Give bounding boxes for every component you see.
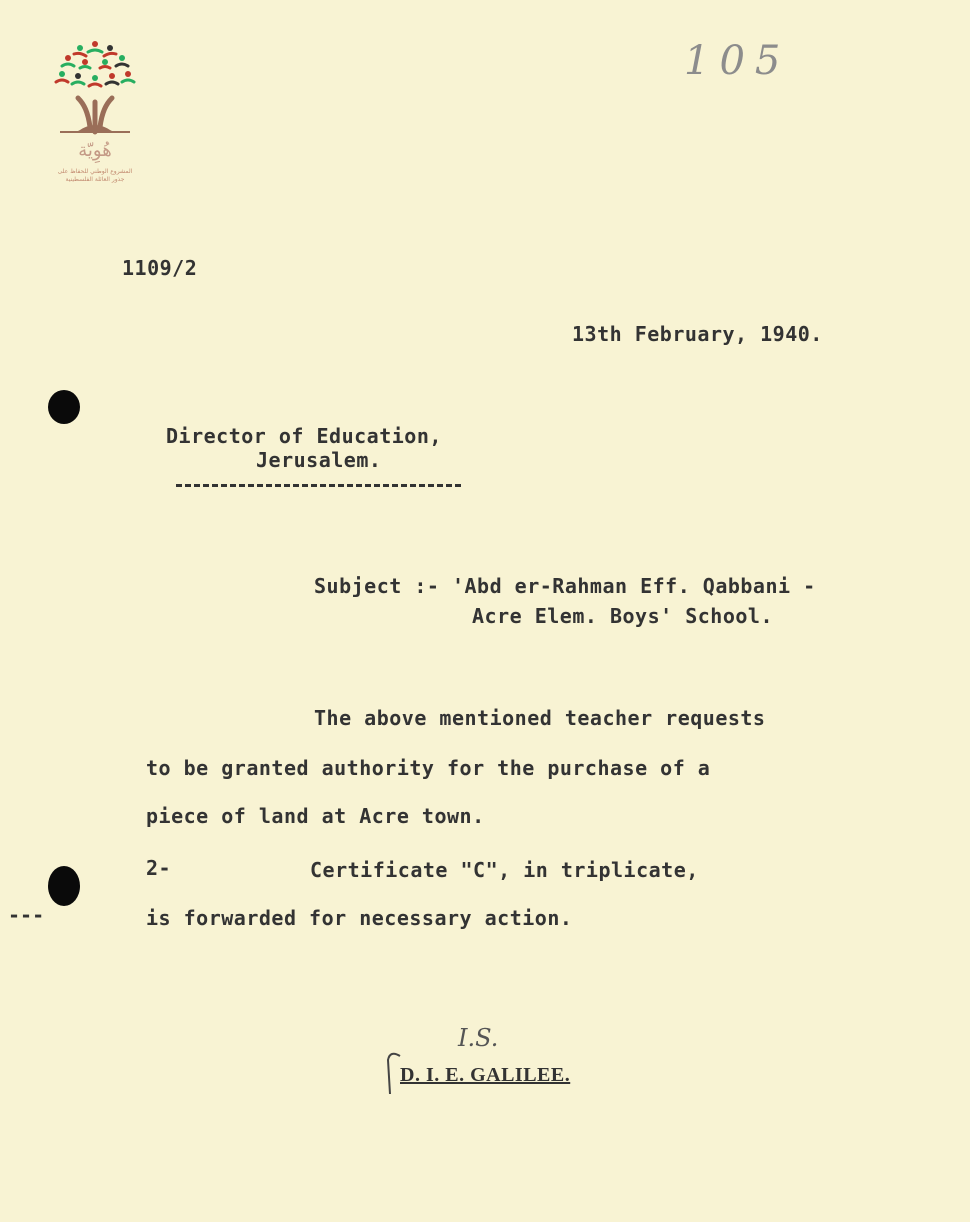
body-paragraph-2-line-1: Certificate "C", in triplicate,	[310, 858, 699, 882]
addressee-line-1: Director of Education,	[166, 424, 442, 448]
body-paragraph-2-line-2: is forwarded for necessary action.	[146, 906, 573, 930]
signature-bracket-mark	[378, 1046, 402, 1098]
addressee-line-2: Jerusalem.	[256, 448, 382, 472]
subject-line-2: Acre Elem. Boys' School.	[472, 604, 773, 628]
punch-hole-bottom	[48, 866, 80, 906]
addressee-underline	[176, 484, 461, 487]
reference-number: 1109/2	[122, 256, 198, 280]
body-paragraph-1-line-1: The above mentioned teacher requests	[314, 706, 766, 730]
logo-wordmark: هُوِيّة	[78, 140, 112, 161]
body-paragraph-1-line-2: to be granted authority for the purchase of a	[146, 756, 711, 780]
punch-hole-top	[48, 390, 80, 424]
folio-number: 105	[684, 38, 791, 84]
body-paragraph-1-line-3: piece of land at Acre town.	[146, 804, 485, 828]
paragraph-number-2: 2-	[146, 856, 172, 880]
margin-mark: ---	[8, 903, 45, 927]
signature-initials: I.S.	[458, 1024, 499, 1052]
letter-date: 13th February, 1940.	[572, 322, 823, 346]
subject-line-1: Subject :- 'Abd er-Rahman Eff. Qabbani -	[314, 574, 816, 598]
signature-office: D. I. E. GALILEE.	[400, 1064, 571, 1086]
logo-caption: المشروع الوطني للحفاظ على جذور العائلة الفلسطينية	[57, 168, 133, 183]
